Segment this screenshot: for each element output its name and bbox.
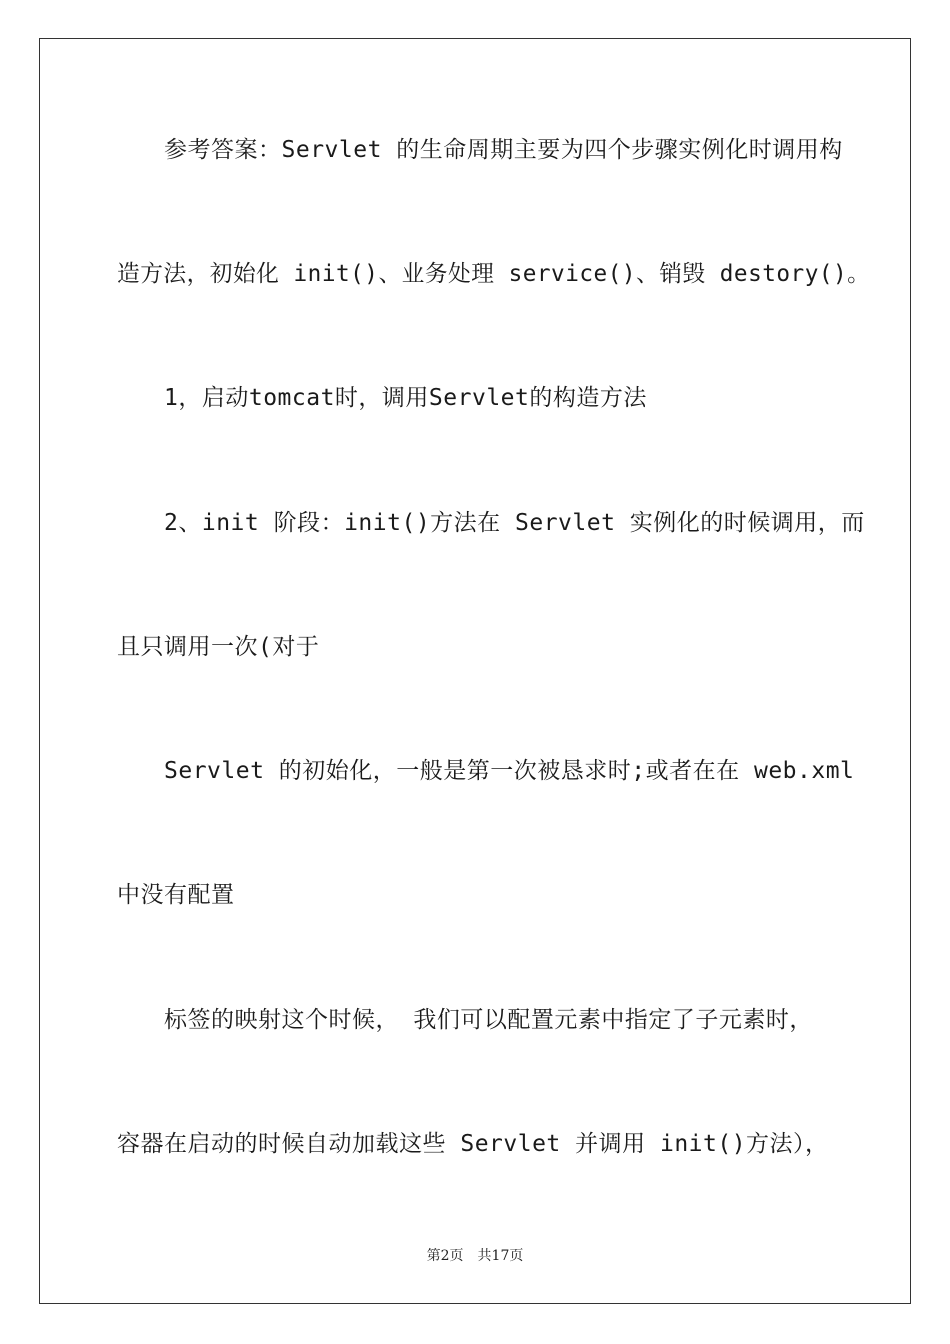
text-line-3: 1，启动tomcat时，调用Servlet的构造方法 <box>164 385 647 411</box>
text-line-8: 标签的映射这个时候， 我们可以配置元素中指定了子元素时， <box>164 1007 813 1033</box>
text-line-1: 参考答案：Servlet 的生命周期主要为四个步骤实例化时调用构 <box>164 137 843 163</box>
page-footer <box>0 1247 950 1265</box>
page-border <box>39 38 911 1304</box>
text-line-5: 且只调用一次(对于 <box>117 634 320 660</box>
text-line-9: 容器在启动的时候自动加载这些 Servlet 并调用 init()方法）， <box>117 1131 829 1157</box>
text-line-2: 造方法，初始化 init()、业务处理 service()、销毁 destory()。 <box>117 261 871 287</box>
page-total: 共17页 <box>477 1248 524 1264</box>
page-number: 第2页 <box>426 1248 464 1264</box>
text-line-7: 中没有配置 <box>117 882 235 908</box>
text-line-4: 2、init 阶段：init()方法在 Servlet 实例化的时候调用，而 <box>164 510 865 536</box>
text-line-6: Servlet 的初始化，一般是第一次被恳求时;或者在在 web.xml <box>164 758 855 784</box>
